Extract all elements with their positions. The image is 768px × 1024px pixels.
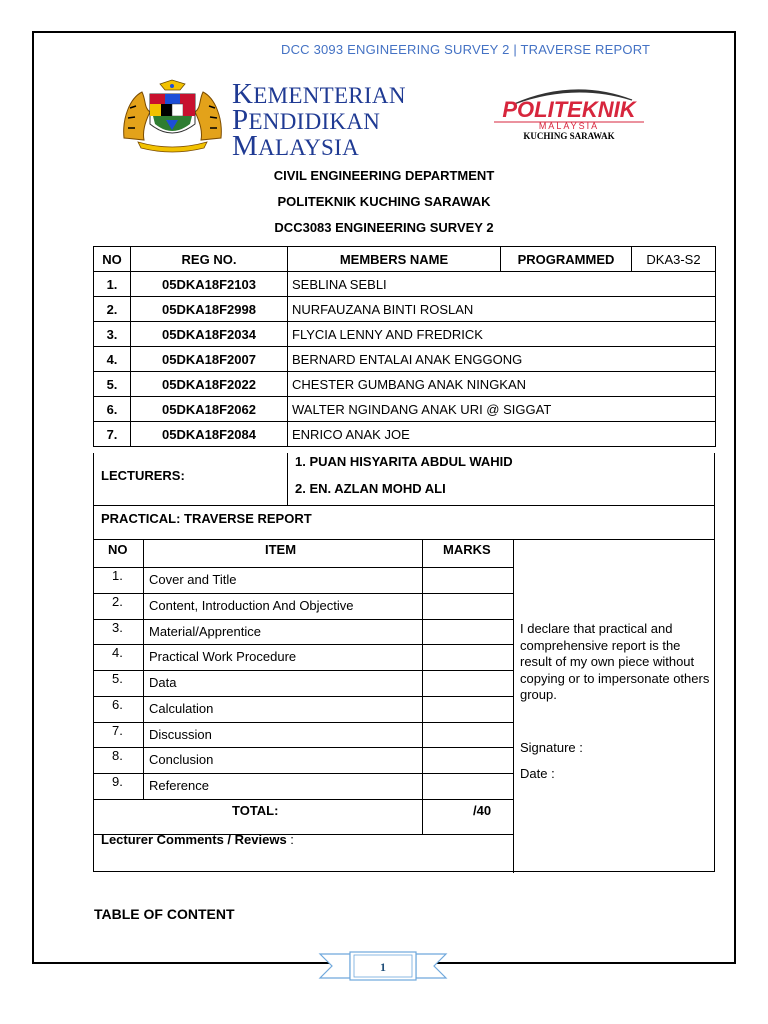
page-number-badge bbox=[318, 946, 448, 986]
row-no: 4. bbox=[94, 347, 131, 372]
row-line bbox=[94, 747, 514, 748]
svg-text:MALAYSIA: MALAYSIA bbox=[538, 121, 600, 131]
items-header-no: NO bbox=[108, 542, 128, 557]
row-name: SEBLINA SEBLI bbox=[288, 272, 716, 297]
row-reg: 05DKA18F2998 bbox=[131, 297, 288, 322]
lecturer-name: 1. PUAN HISYARITA ABDUL WAHID bbox=[295, 454, 513, 469]
practical-label: PRACTICAL: TRAVERSE REPORT bbox=[101, 511, 312, 526]
item-label: Calculation bbox=[149, 701, 214, 716]
item-label: Material/Apprentice bbox=[149, 624, 261, 639]
row-name: NURFAUZANA BINTI ROSLAN bbox=[288, 297, 716, 322]
lecturers-label: LECTURERS: bbox=[101, 468, 185, 483]
item-label: Practical Work Procedure bbox=[149, 649, 297, 664]
table-row bbox=[94, 272, 716, 297]
row-reg: 05DKA18F2084 bbox=[131, 422, 288, 447]
header-no: NO bbox=[94, 247, 131, 272]
lecturers-section bbox=[93, 453, 715, 506]
row-line bbox=[94, 567, 514, 568]
items-table bbox=[93, 539, 715, 872]
ministry-wordmark: KEMENTERIAN PENDIDIKAN MALAYSIA bbox=[232, 78, 406, 162]
row-line bbox=[94, 619, 514, 620]
row-name: ENRICO ANAK JOE bbox=[288, 422, 716, 447]
row-no: 2. bbox=[94, 297, 131, 322]
row-line bbox=[94, 593, 514, 594]
row-reg: 05DKA18F2022 bbox=[131, 372, 288, 397]
members-header-row bbox=[94, 247, 716, 272]
row-name: BERNARD ENTALAI ANAK ENGGONG bbox=[288, 347, 716, 372]
row-reg: 05DKA18F2034 bbox=[131, 322, 288, 347]
item-no: 8. bbox=[112, 748, 123, 763]
header-reg: REG NO. bbox=[131, 247, 288, 272]
item-no: 3. bbox=[112, 620, 123, 635]
item-label: Reference bbox=[149, 778, 209, 793]
table-row bbox=[94, 397, 716, 422]
item-no: 2. bbox=[112, 594, 123, 609]
item-label: Data bbox=[149, 675, 177, 690]
item-no: 1. bbox=[112, 568, 123, 583]
item-label: Content, Introduction And Objective bbox=[149, 598, 354, 613]
row-no: 5. bbox=[94, 372, 131, 397]
col-divider bbox=[513, 540, 514, 873]
row-line bbox=[94, 722, 514, 723]
row-reg: 05DKA18F2103 bbox=[131, 272, 288, 297]
items-header-marks: MARKS bbox=[443, 542, 491, 557]
ministry-crest-logo bbox=[120, 78, 225, 153]
row-line bbox=[94, 799, 514, 800]
institution-title: POLITEKNIK KUCHING SARAWAK bbox=[277, 194, 491, 209]
programmed-value: DKA3-S2 bbox=[632, 247, 716, 272]
table-row bbox=[94, 422, 716, 447]
row-no: 6. bbox=[94, 397, 131, 422]
comments-label: Lecturer Comments / Reviews : bbox=[101, 832, 294, 847]
lecturer-name: 2. EN. AZLAN MOHD ALI bbox=[295, 481, 446, 496]
declaration-text: I declare that practical and comprehensive report is the result of my own piece without copying or to impersonate others group. bbox=[520, 621, 710, 702]
department-title: CIVIL ENGINEERING DEPARTMENT bbox=[273, 168, 495, 183]
table-row bbox=[94, 322, 716, 347]
header-programmed: PROGRAMMED bbox=[501, 247, 632, 272]
item-no: 6. bbox=[112, 697, 123, 712]
page-number: 1 bbox=[380, 960, 386, 974]
row-line bbox=[94, 670, 514, 671]
politeknik-logo bbox=[484, 84, 654, 144]
signature-label: Signature : bbox=[520, 740, 583, 755]
item-no: 4. bbox=[112, 645, 123, 660]
total-value: /40 bbox=[473, 803, 492, 818]
row-line bbox=[94, 696, 514, 697]
row-name: CHESTER GUMBANG ANAK NINGKAN bbox=[288, 372, 716, 397]
item-no: 5. bbox=[112, 671, 123, 686]
svg-text:KUCHING SARAWAK: KUCHING SARAWAK bbox=[523, 131, 615, 141]
row-line bbox=[94, 644, 514, 645]
row-reg: 05DKA18F2062 bbox=[131, 397, 288, 422]
svg-text:POLITEKNIK: POLITEKNIK bbox=[502, 97, 636, 122]
date-label: Date : bbox=[520, 766, 555, 781]
course-title: DCC3083 ENGINEERING SURVEY 2 bbox=[274, 220, 494, 235]
item-no: 9. bbox=[112, 774, 123, 789]
table-row bbox=[94, 297, 716, 322]
practical-section bbox=[93, 505, 715, 540]
header-name: MEMBERS NAME bbox=[288, 247, 501, 272]
members-table bbox=[93, 246, 716, 447]
item-no: 7. bbox=[112, 723, 123, 738]
item-label: Discussion bbox=[149, 727, 212, 742]
row-line bbox=[94, 773, 514, 774]
row-no: 3. bbox=[94, 322, 131, 347]
course-header: DCC 3093 ENGINEERING SURVEY 2 | TRAVERSE REPORT bbox=[281, 42, 651, 57]
items-header-item: ITEM bbox=[265, 542, 297, 557]
row-reg: 05DKA18F2007 bbox=[131, 347, 288, 372]
total-label: TOTAL: bbox=[232, 803, 279, 818]
row-name: WALTER NGINDANG ANAK URI @ SIGGAT bbox=[288, 397, 716, 422]
table-row bbox=[94, 372, 716, 397]
toc-title: TABLE OF CONTENT bbox=[94, 906, 235, 922]
table-row bbox=[94, 347, 716, 372]
row-no: 7. bbox=[94, 422, 131, 447]
item-label: Cover and Title bbox=[149, 572, 237, 587]
col-divider bbox=[422, 540, 423, 834]
row-name: FLYCIA LENNY AND FREDRICK bbox=[288, 322, 716, 347]
item-label: Conclusion bbox=[149, 752, 214, 767]
lecturers-divider bbox=[287, 453, 288, 506]
row-no: 1. bbox=[94, 272, 131, 297]
